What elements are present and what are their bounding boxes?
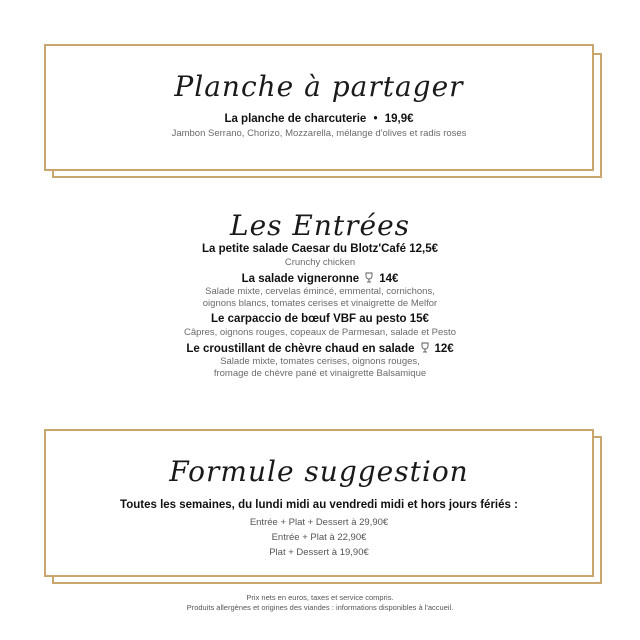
entree-item-1-name: La petite salade Caesar du Blotz'Café 12,5€ xyxy=(201,243,439,255)
planche-dish-desc: Jambon Serrano, Chorizo, Mozzarella, mélange d'olives et radis roses xyxy=(171,128,467,139)
footer-line-1: Prix nets en euros, taxes et service compris. xyxy=(246,593,394,602)
planche-box xyxy=(44,44,594,171)
formule-box xyxy=(44,429,594,577)
formule-option-1: Entrée + Plat + Dessert à 29,90€ xyxy=(249,517,389,528)
entree-item-2-name: La salade vigneronne xyxy=(241,273,360,285)
entree-item-3-name: Le carpaccio de bœuf VBF au pesto 15€ xyxy=(211,313,429,325)
formule-option-3: Plat + Dessert à 19,90€ xyxy=(269,547,369,558)
planche-dish-line xyxy=(46,113,592,125)
formule-option-2: Entrée + Plat à 22,90€ xyxy=(271,532,367,543)
entrees-title: Les Entrées xyxy=(229,209,411,242)
entree-item-2-line xyxy=(0,272,640,285)
entree-item-2-desc-2: oignons blancs, tomates cerises et vinaigrette de Melfor xyxy=(202,298,438,309)
planche-dish-name: La planche de charcuterie xyxy=(224,113,367,125)
planche-title: Planche à partager xyxy=(174,70,464,103)
footer-line-2: Produits allergènes et origines des viandes : informations disponibles à l'accueil. xyxy=(186,603,454,612)
entree-item-2-price: 14€ xyxy=(379,273,399,285)
entree-item-4-name: Le croustillant de chèvre chaud en salade xyxy=(186,343,415,355)
entree-item-4-desc-1: Salade mixte, tomates cerises, oignons rouges, xyxy=(220,356,420,367)
formule-title: Formule suggestion xyxy=(169,455,469,488)
entree-item-4-desc-2: fromage de chèvre pané et vinaigrette Balsamique xyxy=(213,368,427,379)
entree-item-3-desc: Câpres, oignons rouges, copeaux de Parmesan, salade et Pesto xyxy=(184,327,456,338)
entree-item-2-desc-1: Salade mixte, cervelas émincé, emmental, cornichons, xyxy=(205,286,435,297)
entree-item-4-line xyxy=(0,342,640,355)
planche-separator: • xyxy=(373,113,378,125)
wine-glass-icon xyxy=(420,344,433,355)
entree-item-4-price: 12€ xyxy=(434,343,454,355)
wine-glass-icon xyxy=(364,274,377,285)
formule-intro: Toutes les semaines, du lundi midi au vendredi midi et hors jours fériés : xyxy=(120,499,518,511)
planche-dish-price: 19,9€ xyxy=(384,113,414,125)
entree-item-1-desc: Crunchy chicken xyxy=(284,257,356,268)
